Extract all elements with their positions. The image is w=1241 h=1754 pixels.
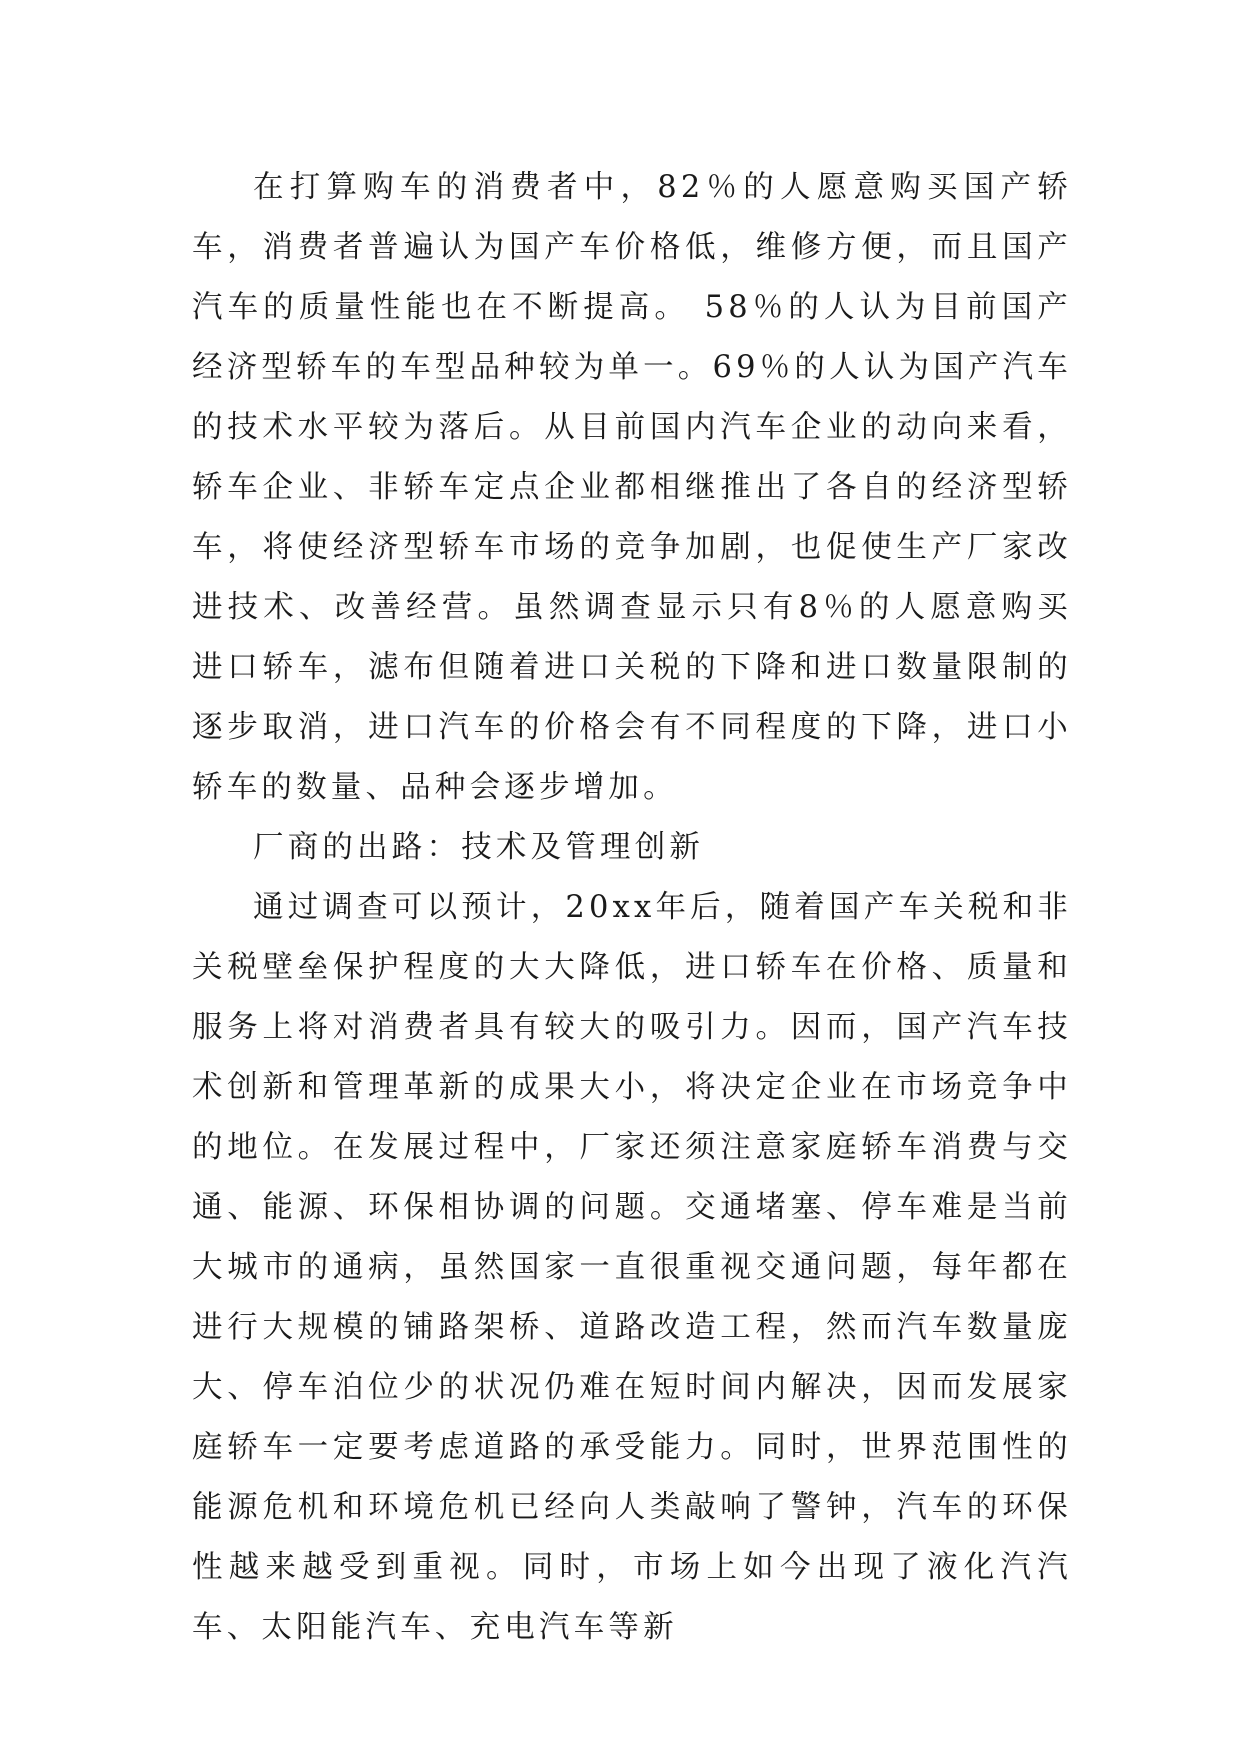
paragraph-manufacturer-outlook: 通过调查可以预计，20xx年后，随着国产车关税和非关税壁垒保护程度的大大降低，进口轿车在价格、质量和服务上将对消费者具有较大的吸引力。因而，国产汽车技术创新和管理革新的成果大小，将决定企业在市场竞争中的地位。在发展过程中，厂家还须注意家庭轿车消费与交通、能源、环保相协调的问题。交通堵塞、停车难是当前大城市的通病，虽然国家一直很重视交通问题，每年都在进行大规模的铺路架桥、道路改造工程，然而汽车数量庞大、停车泊位少的状况仍难在短时间内解决，因而发展家庭轿车一定要考虑道路的承受能力。同时，世界范围性的能源危机和环境危机已经向人类敲响了警钟，汽车的环保性越来越受到重视。同时，市场上如今出现了液化汽汽车、太阳能汽车、充电汽车等新 bbox=[192, 890, 1072, 1645]
document-body bbox=[192, 158, 1072, 1658]
section-heading: 厂商的出路：技术及管理创新 bbox=[253, 830, 705, 865]
paragraph-consumer-survey: 在打算购车的消费者中，82％的人愿意购买国产轿车，消费者普遍认为国产车价格低，维修方便，而且国产汽车的质量性能也在不断提高。 58％的人认为目前国产经济型轿车的车型品种较为单一。69％的人认为国产汽车的技术水平较为落后。从目前国内汽车企业的动向来看，轿车企业、非轿车定点企业都相继推出了各自的经济型轿车，将使经济型轿车市场的竞争加剧，也促使生产厂家改进技术、改善经营。虽然调查显示只有8％的人愿意购买进口轿车，滤布但随着进口关税的下降和进口数量限制的逐步取消，进口汽车的价格会有不同程度的下降，进口小轿车的数量、品种会逐步增加。 bbox=[192, 170, 1073, 805]
